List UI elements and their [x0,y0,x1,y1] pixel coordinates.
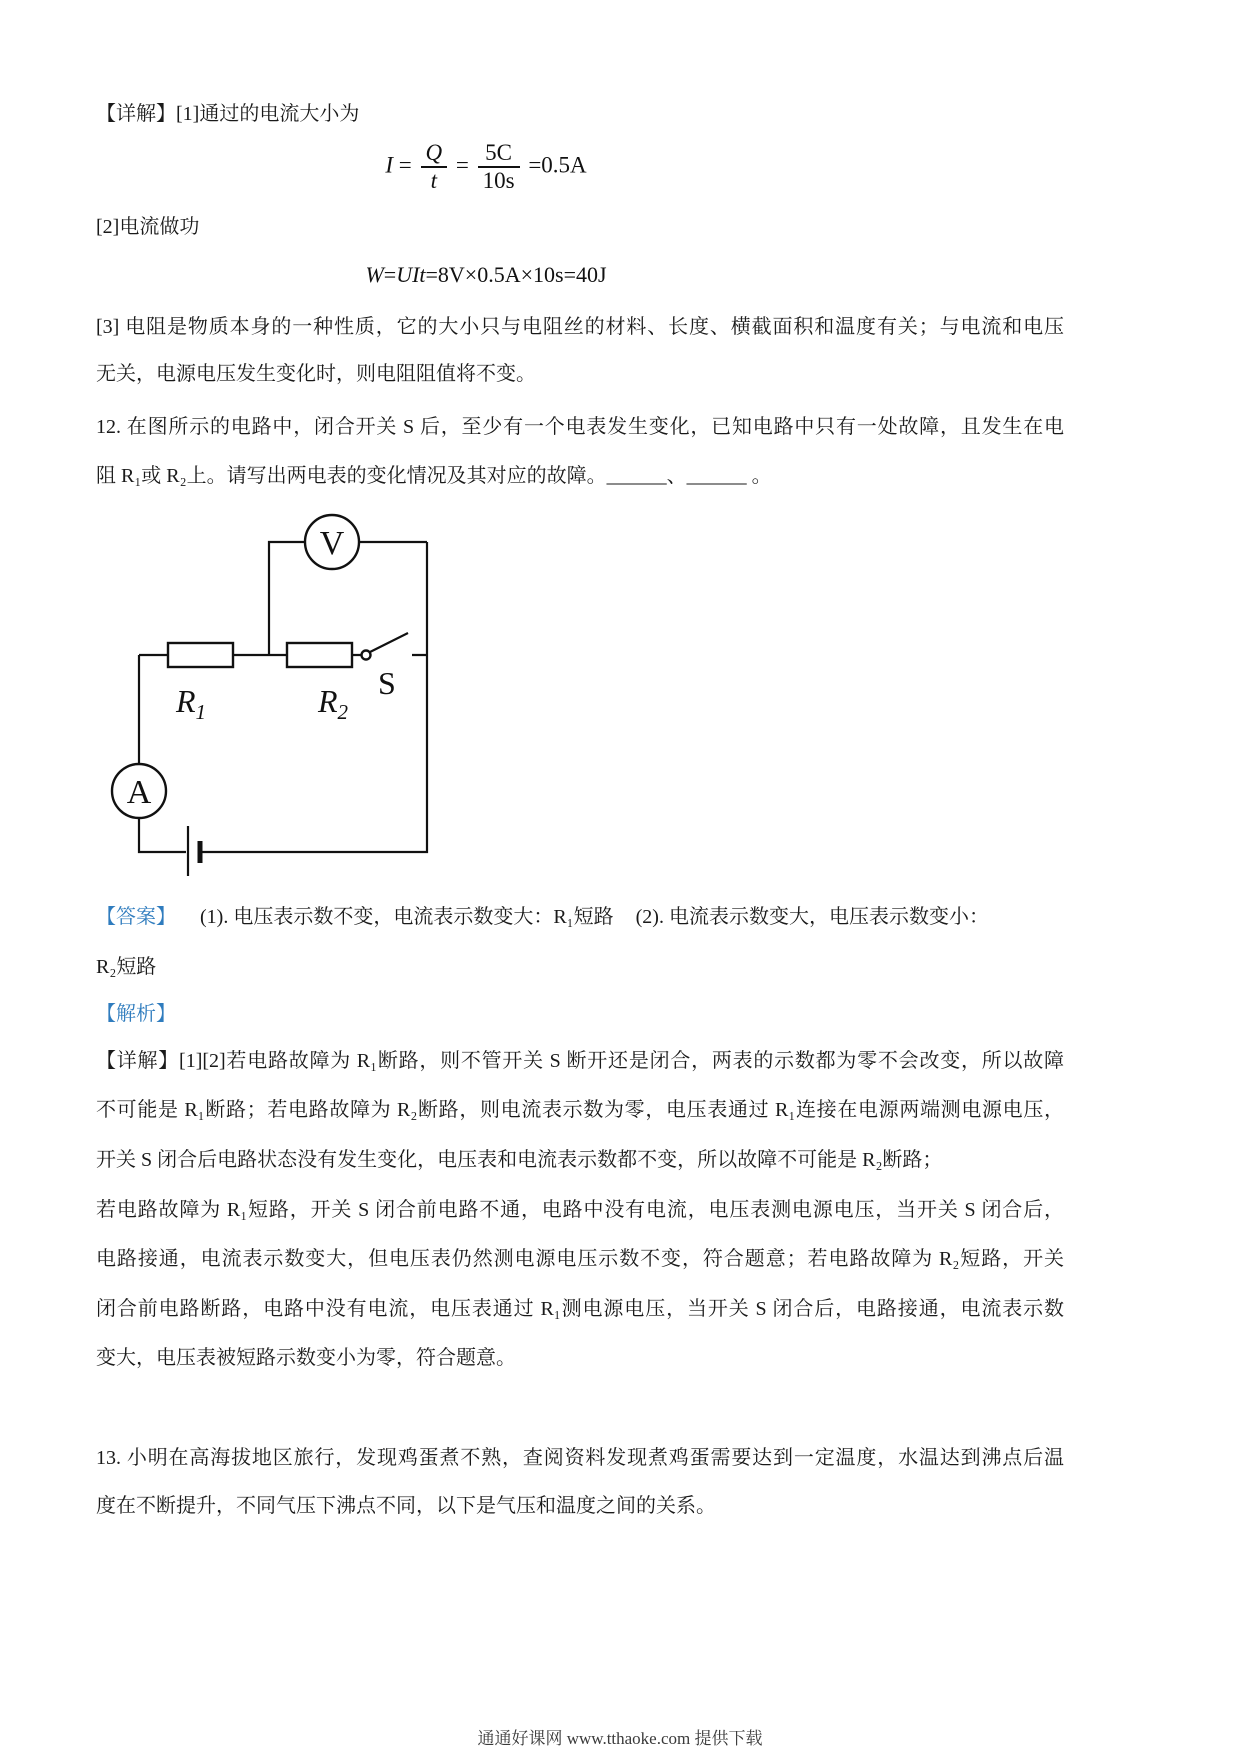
circuit-diagram [105,505,450,885]
detail2-line: 闭合前电路断路，电路中没有电流，电压表通过 R₁测电源电压，当开关 S 闭合后，电路接通，电流表示数 [96,1298,1064,1320]
question-12-line2: 阻 R₁或 R₂上。请写出两电表的变化情况及其对应的故障。______、______ 。 [96,465,772,487]
formula-work-eq: = [383,262,397,287]
question-12-line1: 12. 在图所示的电路中，闭合开关 S 后，至少有一个电表发生变化，已知电路中只有一处故障，且发生在电 [96,416,1064,438]
formula-work-rest: =8V×0.5A×10s=40J [425,262,607,287]
formula-current [96,140,876,195]
formula-work-w: W [365,262,384,287]
answer-item2-continuation: R₂短路 [96,956,157,978]
ammeter-label: A [126,774,152,811]
detail2-line: 开关 S 闭合后电路状态没有发生变化，电压表和电流表示数都不变，所以故障不可能是 R₂断路； [96,1149,943,1171]
detail1-step3-line1: [3] 电阻是物质本身的一种性质，它的大小只与电阻丝的材料、长度、横截面积和温度有关；与电流和电压 [96,316,1064,338]
question-13-line1: 13. 小明在高海拔地区旅行，发现鸡蛋煮不熟，查阅资料发现煮鸡蛋需要达到一定温度，水温达到沸点后温 [96,1447,1064,1469]
answer-item2: (2). 电流表示数变大，电压表示数变小： [635,906,989,928]
formula-current-eq1: = [398,152,412,178]
question-13-line2: 度在不断提升，不同气压下沸点不同，以下是气压和温度之间的关系。 [96,1495,716,1517]
switch-pivot [362,651,371,660]
resistor-r1-label: $R_1$ [176,683,207,724]
answer-line [96,903,1064,931]
detail2-line: 若电路故障为 R₁短路，开关 S 闭合前电路不通，电路中没有电流，电压表测电源电压，当开关 S 闭合后， [96,1199,1064,1221]
formula-work [96,262,876,288]
switch-blade [370,633,408,652]
fraction-q-over-t: $\frac{Q}{t}$ [421,140,448,195]
voltmeter-label: V [319,525,345,562]
page-footer: 通通好课网 www.tthaoke.com 提供下载 [477,1729,763,1748]
detail2-line: 电路接通，电流表示数变大，但电压表仍然测电源电压示数不变，符合题意；若电路故障为 R₂短路，开关 [96,1248,1064,1270]
answer-item1: (1). 电压表示数不变，电流表示数变大：R₁短路 [200,906,614,928]
formula-work-uit: UIt [396,262,426,287]
formula-current-lhs: I [385,152,394,178]
detail1-step2: [2]电流做功 [96,216,200,238]
switch-label: S [378,665,396,701]
resistor-r1 [168,643,233,667]
detail1-step3-line2: 无关，电源电压发生变化时，则电阻阻值将不变。 [96,363,536,385]
detail2-line: 【详解】[1][2]若电路故障为 R₁断路，则不管开关 S 断开还是闭合，两表的示数都为零不会改变，所以故障 [96,1050,1064,1072]
formula-current-eq2: = [455,152,469,178]
fraction-5c-over-10s: $\frac{5C}{10s}$ [478,140,520,195]
detail2-line: 变大，电压表被短路示数变小为零，符合题意。 [96,1347,516,1369]
answer-label: 【答案】 [96,906,176,928]
resistor-r2 [287,643,352,667]
formula-current-result: =0.5A [528,152,587,178]
resistor-r2-label: $R_2$ [318,683,349,724]
detail1-intro: 【详解】[1]通过的电流大小为 [96,103,360,125]
detail2-line: 不可能是 R₁断路；若电路故障为 R₂断路，则电流表示数为零，电压表通过 R₁连接在电源两端测电源电压， [96,1099,1064,1121]
analysis-label: 【解析】 [96,1003,176,1025]
